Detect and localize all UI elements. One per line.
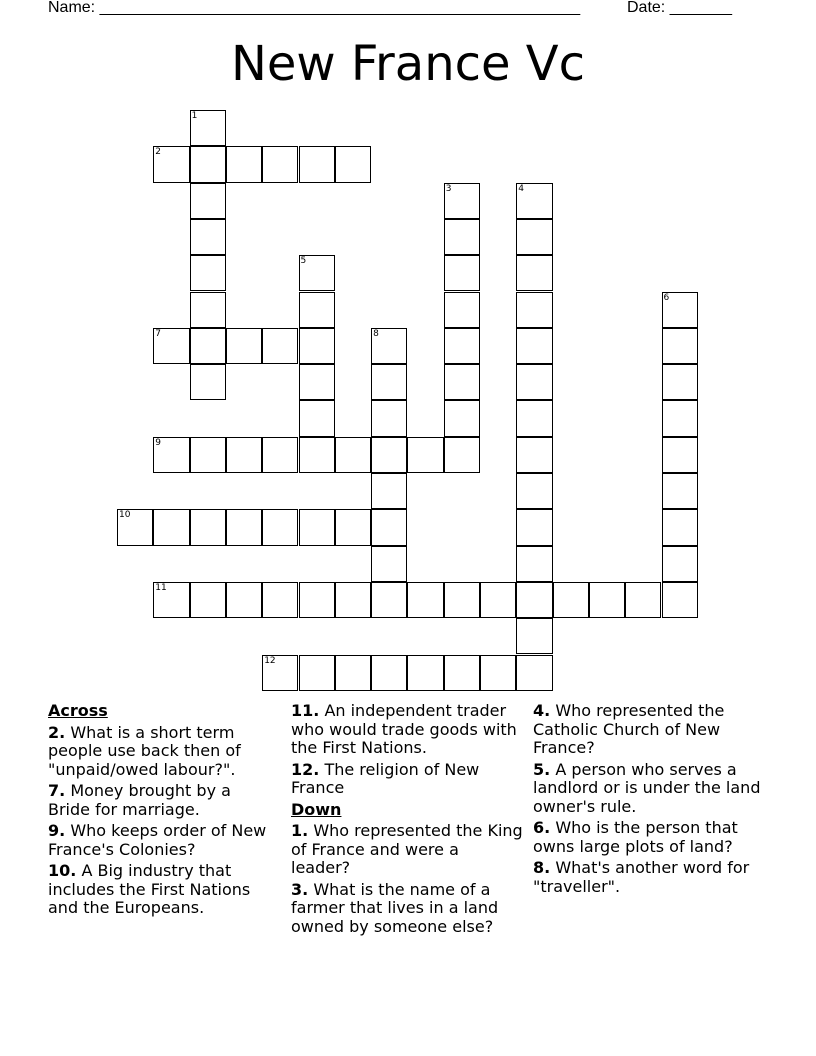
crossword-cell[interactable]: [444, 655, 480, 691]
crossword-cell[interactable]: [662, 292, 698, 328]
cell-number: 11: [155, 582, 167, 593]
crossword-cell[interactable]: [190, 582, 226, 618]
clue-across-10: 10. A Big industry that includes the First Nations and the Europeans.: [48, 861, 251, 917]
crossword-cell[interactable]: [444, 219, 480, 255]
clue-down-8: 8. What's another word for "traveller".: [533, 858, 750, 896]
crossword-cell[interactable]: [589, 582, 625, 618]
cell-number: 7: [155, 328, 162, 339]
crossword-cell[interactable]: [371, 364, 407, 400]
crossword-cell[interactable]: [516, 582, 552, 618]
crossword-cell[interactable]: [226, 437, 262, 473]
cell-number: 8: [373, 328, 379, 339]
crossword-cell[interactable]: [153, 582, 189, 618]
crossword-cell[interactable]: [190, 183, 226, 219]
clue-down-3: 3. What is the name of a farmer that lives in a land owned by someone else?: [291, 879, 499, 936]
crossword-cell[interactable]: [262, 655, 298, 691]
crossword-cell[interactable]: [299, 364, 335, 400]
cell-number: 1: [191, 111, 198, 121]
crossword-cell[interactable]: [190, 146, 226, 182]
cell-number: 10: [119, 510, 131, 521]
crossword-cell[interactable]: [299, 292, 335, 328]
crossword-cell[interactable]: [190, 437, 226, 473]
crossword-cell[interactable]: [662, 364, 698, 400]
crossword-cell[interactable]: [516, 364, 552, 400]
crossword-cell[interactable]: [662, 473, 698, 509]
crossword-cell[interactable]: [226, 582, 262, 618]
crossword-cell[interactable]: [335, 582, 371, 618]
crossword-cell[interactable]: [153, 437, 189, 473]
crossword-cell[interactable]: [444, 292, 480, 328]
crossword-cell[interactable]: [444, 582, 480, 618]
crossword-cell[interactable]: [516, 655, 552, 691]
crossword-cell[interactable]: [190, 509, 226, 545]
across-heading: Across: [48, 701, 108, 720]
crossword-cell[interactable]: [662, 546, 698, 582]
clue-down-6: 6. Who is the person that owns large plots of land?: [533, 818, 738, 856]
crossword-cell[interactable]: [153, 509, 189, 545]
crossword-cell[interactable]: [407, 655, 443, 691]
crossword-cell[interactable]: [299, 400, 335, 436]
date-field-label: Date: _______: [627, 0, 732, 16]
crossword-cell[interactable]: [444, 400, 480, 436]
clue-across-11: 11. An independent trader who would trade goods with the First Nations.: [291, 701, 517, 757]
crossword-cell[interactable]: [262, 582, 298, 618]
crossword-cell[interactable]: [516, 400, 552, 436]
crossword-cell[interactable]: [371, 328, 407, 364]
crossword-cell[interactable]: [335, 509, 371, 545]
crossword-cell[interactable]: [117, 509, 153, 545]
crossword-cell[interactable]: [190, 328, 226, 364]
crossword-cell[interactable]: [444, 437, 480, 473]
crossword-cell[interactable]: [516, 473, 552, 509]
crossword-cell[interactable]: [480, 582, 516, 618]
clue-across-9: 9. Who keeps order of New France's Colonies?: [48, 821, 267, 859]
crossword-cell[interactable]: [226, 328, 262, 364]
crossword-cell[interactable]: [190, 219, 226, 255]
crossword-cell[interactable]: [516, 509, 552, 545]
crossword-cell[interactable]: [516, 437, 552, 473]
crossword-cell[interactable]: [516, 255, 552, 291]
page-title: New France Vc: [230, 36, 586, 92]
crossword-cell[interactable]: [662, 582, 698, 618]
crossword-cell[interactable]: [625, 582, 661, 618]
crossword-cell[interactable]: [516, 328, 552, 364]
crossword-cell[interactable]: [335, 146, 371, 182]
name-field-label: Name: ______________________________________________________: [48, 0, 581, 16]
clue-across-7: 7. Money brought by a Bride for marriage.: [48, 781, 231, 819]
crossword-cell[interactable]: [371, 582, 407, 618]
crossword-cell[interactable]: [444, 364, 480, 400]
crossword-cell[interactable]: [553, 582, 589, 618]
crossword-cell[interactable]: [516, 219, 552, 255]
down-heading: Down: [291, 799, 342, 819]
crossword-cell[interactable]: [299, 509, 335, 545]
crossword-cell[interactable]: [371, 509, 407, 545]
crossword-cell[interactable]: [371, 437, 407, 473]
crossword-cell[interactable]: [299, 655, 335, 691]
crossword-cell[interactable]: [516, 546, 552, 582]
crossword-cell[interactable]: [516, 618, 552, 654]
crossword-cell[interactable]: [190, 292, 226, 328]
crossword-cell[interactable]: [444, 328, 480, 364]
crossword-cell[interactable]: [153, 328, 189, 364]
crossword-cell[interactable]: [444, 255, 480, 291]
crossword-cell[interactable]: [262, 509, 298, 545]
crossword-cell[interactable]: [335, 437, 371, 473]
clue-column-1: [48, 702, 276, 921]
cell-number: 3: [445, 183, 452, 194]
clue-across-12: 12. The religion of New France: [291, 759, 480, 797]
cell-number: 4: [518, 183, 525, 194]
crossword-cell[interactable]: [190, 255, 226, 291]
cell-number: 5: [300, 256, 307, 267]
cell-number: 12: [264, 655, 276, 666]
crossword-cell[interactable]: [516, 292, 552, 328]
crossword-cell[interactable]: [662, 400, 698, 436]
crossword-cell[interactable]: [371, 655, 407, 691]
clue-column-2: [291, 702, 523, 939]
crossword-cell[interactable]: [299, 328, 335, 364]
clue-column-3: [533, 702, 765, 899]
crossword-cell[interactable]: [299, 146, 335, 182]
clue-down-5: 5. A person who serves a landlord or is under the land owner's rule.: [533, 759, 761, 816]
clue-down-4: 4. Who represented the Catholic Church of New France?: [533, 701, 725, 757]
cell-number: 9: [155, 437, 162, 448]
crossword-cell[interactable]: [226, 509, 262, 545]
crossword-cell[interactable]: [480, 655, 516, 691]
crossword-cell[interactable]: [371, 473, 407, 509]
crossword-cell[interactable]: [662, 509, 698, 545]
cell-number: 2: [155, 147, 162, 158]
crossword-cell[interactable]: [226, 146, 262, 182]
crossword-cell[interactable]: [407, 437, 443, 473]
crossword-cell[interactable]: [262, 328, 298, 364]
crossword-cell[interactable]: [262, 146, 298, 182]
clue-across-2: 2. What is a short term people use back then of "unpaid/owed labour?".: [48, 722, 241, 779]
crossword-cell[interactable]: [262, 437, 298, 473]
cell-number: 6: [663, 292, 670, 303]
crossword-cell[interactable]: [662, 437, 698, 473]
clue-down-1: 1. Who represented the King of France and were a leader?: [291, 821, 523, 877]
crossword-cell[interactable]: [444, 183, 480, 219]
crossword-cell[interactable]: [335, 655, 371, 691]
crossword-cell[interactable]: [190, 110, 226, 146]
crossword-cell[interactable]: [299, 582, 335, 618]
crossword-cell[interactable]: [299, 437, 335, 473]
crossword-cell[interactable]: [516, 183, 552, 219]
crossword-cell[interactable]: [153, 146, 189, 182]
crossword-cell[interactable]: [190, 364, 226, 400]
crossword-cell[interactable]: [371, 400, 407, 436]
crossword-cell[interactable]: [371, 546, 407, 582]
crossword-cell[interactable]: [662, 328, 698, 364]
crossword-cell[interactable]: [299, 255, 335, 291]
crossword-cell[interactable]: [407, 582, 443, 618]
